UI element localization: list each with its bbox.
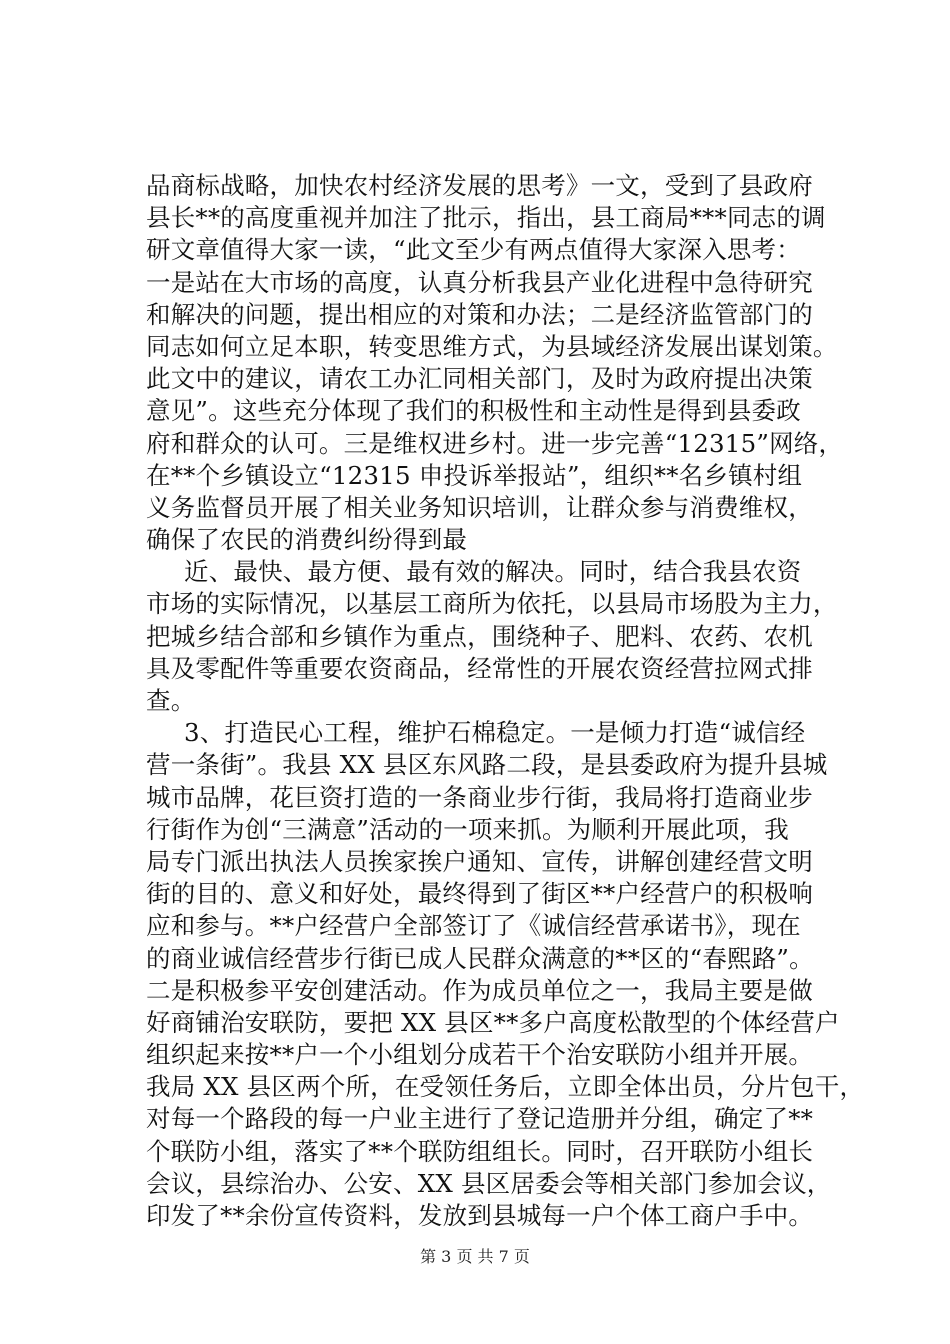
text-line: 具及零配件等重要农资商品，经常性的开展农资经营拉网式排: [146, 653, 813, 683]
text-line: 品商标战略，加快农村经济发展的思考》一文，受到了县政府: [146, 171, 813, 200]
text-line: 好商铺治安联防，要把 XX 县区**多户高度松散型的个体经营户: [146, 1007, 840, 1037]
text-line: 个联防小组，落实了**个联防组组长。同时，召开联防小组长: [146, 1136, 814, 1166]
page-footer: 第 3 页 共 7 页: [420, 1247, 530, 1266]
text-line: 的商业诚信经营步行街已成人民群众满意的**区的“春熙路”。: [146, 943, 814, 973]
text-line: 同志如何立足本职，转变思维方式，为县域经济发展出谋划策。: [146, 331, 838, 361]
text-line: 近、最快、最方便、最有效的解决。同时，结合我县农资: [184, 557, 802, 587]
text-line: 印发了**余份宣传资料，发放到县城每一户个体工商户手中。: [146, 1201, 814, 1230]
text-line: 把城乡结合部和乡镇作为重点，围绕种子、肥料、农药、农机: [146, 621, 813, 651]
text-line: 在**个乡镇设立“12315 申投诉举报站”，组织**名乡镇村组: [146, 460, 803, 490]
text-line: 会议，县综治办、公安、XX 县区居委会等相关部门参加会议，: [146, 1168, 832, 1198]
text-line: 局专门派出执法人员挨家挨户通知、宣传，讲解创建经营文明: [146, 846, 813, 876]
text-line: 我局 XX 县区两个所，在受领任务后，立即全体出员，分片包干，: [146, 1072, 865, 1102]
text-line: 和解决的问题，提出相应的对策和办法；二是经济监管部门的: [146, 299, 813, 329]
text-line: 一是站在大市场的高度，认真分析我县产业化进程中急待研究: [146, 267, 813, 297]
text-line: 查。: [146, 686, 196, 715]
text-line: 县长**的高度重视并加注了批示，指出，县工商局***同志的调: [146, 203, 826, 233]
text-line: 义务监督员开展了相关业务知识培训，让群众参与消费维权，: [146, 492, 813, 522]
text-line: 组织起来按**户一个小组划分成若干个治安联防小组并开展。: [146, 1040, 814, 1070]
text-line: 3、打造民心工程，维护石棉稳定。一是倾力打造“诚信经: [184, 718, 806, 748]
text-line: 府和群众的认可。三是维权进乡村。进一步完善“12315”网络，: [146, 428, 844, 458]
text-line: 对每一个路段的每一户业主进行了登记造册并分组，确定了**: [146, 1104, 814, 1134]
document-body: [146, 170, 866, 1232]
text-line: 市场的实际情况，以基层工商所为依托，以县局市场股为主力，: [146, 589, 838, 619]
text-line: 二是积极参平安创建活动。作为成员单位之一，我局主要是做: [146, 975, 813, 1005]
text-line: 街的目的、意义和好处，最终得到了街区**户经营户的积极响: [146, 879, 814, 909]
text-line: 营一条街”。我县 XX 县区东风路二段，是县委政府为提升县城: [146, 750, 828, 780]
text-line: 意见”。这些充分体现了我们的积极性和主动性是得到县委政: [146, 396, 801, 426]
text-line: 行街作为创“三满意”活动的一项来抓。为顺利开展此项，我: [146, 814, 789, 844]
text-line: 确保了农民的消费纠纷得到最: [146, 525, 468, 555]
text-line: 应和参与。**户经营户全部签订了《诚信经营承诺书》，现在: [146, 911, 801, 941]
text-line: 城市品牌，花巨资打造的一条商业步行街，我局将打造商业步: [146, 782, 813, 812]
text-line: 研文章值得大家一读，“此文至少有两点值得大家深入思考：: [146, 235, 801, 265]
text-line: 此文中的建议，请农工办汇同相关部门，及时为政府提出决策: [146, 364, 813, 394]
